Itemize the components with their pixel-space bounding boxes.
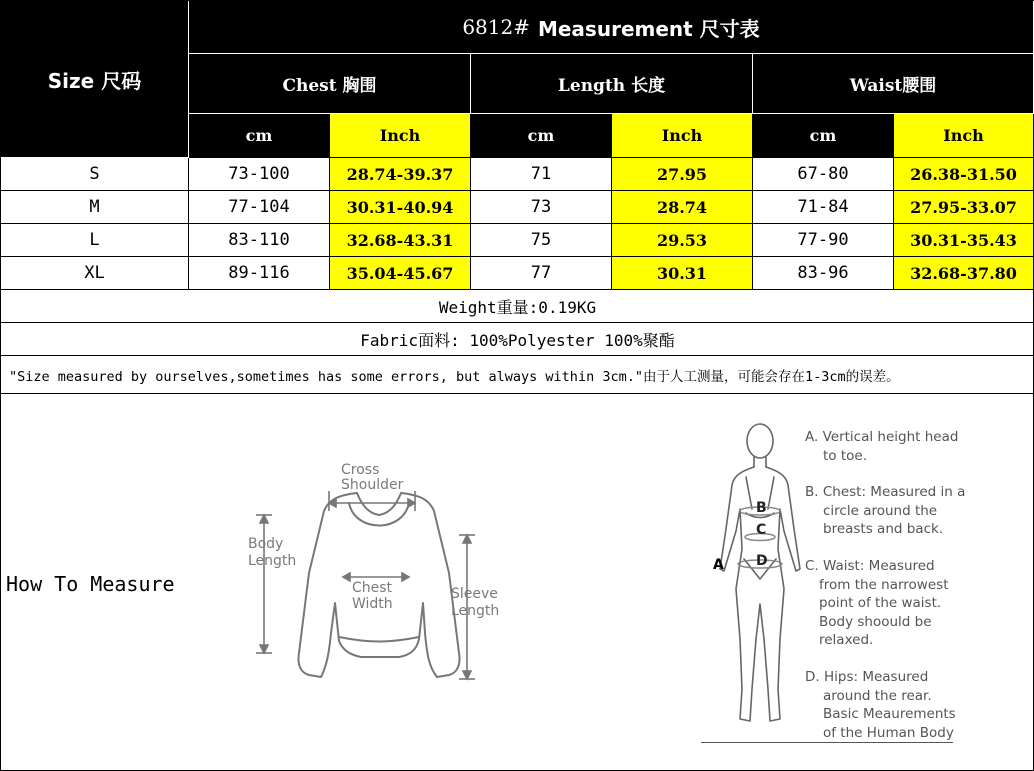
note-line: breasts and back. xyxy=(823,521,944,537)
disclaimer-row xyxy=(1,356,1034,394)
size-cell xyxy=(1,158,189,191)
cross-label: Cross xyxy=(341,462,380,478)
waist-inch-cell xyxy=(894,158,1034,191)
weight-row xyxy=(1,290,1034,323)
waist-inch-cell xyxy=(894,257,1034,290)
length-cm-value: 75 xyxy=(530,230,552,250)
waist-inch-value: 32.68-37.80 xyxy=(910,263,1017,283)
note-line: A. Vertical height head xyxy=(805,429,959,445)
divider xyxy=(701,742,953,743)
waist-inch-cell xyxy=(894,224,1034,257)
disclaimer-text: "Size measured by ourselves,sometimes has some errors, but always within 3cm."由于人工测量，可能会存在1-3cm的误差。 xyxy=(9,368,900,385)
size-cell xyxy=(1,257,189,290)
chest-cm-header xyxy=(189,114,330,158)
note-line: D. Hips: Measured xyxy=(805,669,929,685)
fabric-text: Fabric面料: 100%Polyester 100%聚酯 xyxy=(360,330,675,350)
length-cm-cell xyxy=(471,191,612,224)
chest-inch-cell xyxy=(330,224,471,257)
hem-band xyxy=(339,637,419,642)
arrowhead xyxy=(463,535,471,543)
length-inch-value: 30.31 xyxy=(656,263,708,283)
waist-inch-value: 26.38-31.50 xyxy=(910,164,1017,184)
garment-diagram xyxy=(239,453,509,693)
waist-header-label: Waist腰围 xyxy=(849,76,937,96)
chest-inch-value: 35.04-45.67 xyxy=(346,263,454,283)
length-header xyxy=(471,54,753,114)
size-value: S xyxy=(89,164,100,184)
length-cm-value: 71 xyxy=(530,164,552,184)
unit-label: cm xyxy=(809,126,837,145)
chest-cm-value: 89-116 xyxy=(228,263,290,283)
length-inch-header xyxy=(612,114,753,158)
arrowhead xyxy=(260,515,268,523)
length-header-label: Length 长度 xyxy=(557,76,666,96)
length-inch-value: 29.53 xyxy=(656,230,708,250)
body-label: Body xyxy=(248,536,284,552)
waist-cm-value: 67-80 xyxy=(797,164,849,184)
length-inch-value: 27.95 xyxy=(656,164,708,184)
length-inch-value: 28.74 xyxy=(656,197,708,217)
note-line: relaxed. xyxy=(819,632,874,648)
chest-inch-cell xyxy=(330,191,471,224)
size-header-label: Size 尺码 xyxy=(47,68,142,93)
size-value: M xyxy=(89,197,100,217)
size-cell xyxy=(1,224,189,257)
chest-cm-cell xyxy=(189,158,330,191)
arrowhead xyxy=(329,499,336,507)
label-c: C xyxy=(756,522,767,538)
body-length-label: Length xyxy=(248,553,297,569)
note-line: around the rear. xyxy=(823,687,932,704)
chest-cm-value: 73-100 xyxy=(228,164,290,184)
arrowhead xyxy=(463,671,471,679)
chest-cm-value: 77-104 xyxy=(228,197,290,217)
size-cell xyxy=(1,191,189,224)
length-cm-cell xyxy=(471,257,612,290)
sleeve-label: Sleeve xyxy=(451,586,498,602)
waist-cm-cell xyxy=(753,158,894,191)
head xyxy=(747,424,773,458)
note-c xyxy=(805,557,948,650)
chest-inch-cell xyxy=(330,158,471,191)
body-figure-diagram xyxy=(706,419,806,749)
chest-width-label: Width xyxy=(352,596,393,612)
length-inch-cell xyxy=(612,158,753,191)
chest-inch-value: 30.31-40.94 xyxy=(346,197,454,217)
waist-inch-header xyxy=(894,114,1034,158)
note-line: C. Waist: Measured xyxy=(805,558,935,574)
label-a: A xyxy=(713,557,724,573)
waist-cm-cell xyxy=(753,191,894,224)
sleeve-length-label: Length xyxy=(451,603,500,619)
length-cm-cell xyxy=(471,224,612,257)
chest-cm-cell xyxy=(189,224,330,257)
chest-header-label: Chest 胸围 xyxy=(282,76,377,96)
note-line: to toe. xyxy=(823,447,867,464)
unit-label: cm xyxy=(527,126,555,145)
unit-label: Inch xyxy=(379,126,421,145)
note-d xyxy=(805,668,956,742)
note-line: B. Chest: Measured in a xyxy=(805,484,966,500)
label-b: B xyxy=(756,500,767,516)
length-inch-cell xyxy=(612,224,753,257)
chart-title-cell xyxy=(189,1,1034,54)
chest-cm-cell xyxy=(189,257,330,290)
unit-label: Inch xyxy=(943,126,984,145)
chart-title-text: Measurement 尺寸表 xyxy=(537,16,760,41)
arrowhead xyxy=(260,645,268,653)
note-line: Body shoould be xyxy=(819,613,932,630)
length-cm-header xyxy=(471,114,612,158)
waist-cm-value: 83-96 xyxy=(797,263,849,283)
unit-label: cm xyxy=(245,126,273,145)
waist-inch-value: 30.31-35.43 xyxy=(910,230,1017,250)
chart-title-code: 6812# xyxy=(462,15,530,39)
chest-cm-value: 83-110 xyxy=(228,230,290,250)
chest-inch-header xyxy=(330,114,471,158)
chest-inch-value: 28.74-39.37 xyxy=(346,164,454,184)
waist-cm-value: 77-90 xyxy=(797,230,849,250)
arrowhead xyxy=(343,573,350,581)
note-a xyxy=(805,428,958,465)
fabric-row xyxy=(1,323,1034,356)
note-line: from the narrowest xyxy=(819,576,949,593)
length-inch-cell xyxy=(612,191,753,224)
waist-cm-value: 71-84 xyxy=(797,197,849,217)
note-line: circle around the xyxy=(823,502,938,519)
length-cm-cell xyxy=(471,158,612,191)
chest-inch-value: 32.68-43.31 xyxy=(346,230,454,250)
waist-cm-cell xyxy=(753,224,894,257)
length-inch-cell xyxy=(612,257,753,290)
length-cm-value: 73 xyxy=(530,197,552,217)
length-cm-value: 77 xyxy=(530,263,552,283)
note-b xyxy=(805,483,965,539)
size-value: XL xyxy=(84,263,105,283)
size-header-cell xyxy=(1,1,189,158)
weight-text: Weight重量:0.19KG xyxy=(438,297,597,317)
note-line: of the Human Body xyxy=(823,724,954,741)
waist-inch-cell xyxy=(894,191,1034,224)
unit-label: Inch xyxy=(661,126,703,145)
waist-cm-cell xyxy=(753,257,894,290)
chest-inch-cell xyxy=(330,257,471,290)
waist-cm-header xyxy=(753,114,894,158)
shoulder-label: Shoulder xyxy=(341,477,404,493)
how-to-measure-label: How To Measure xyxy=(6,572,175,596)
arrowhead xyxy=(402,573,409,581)
note-line: point of the waist. xyxy=(819,595,942,611)
chest-label: Chest xyxy=(352,580,393,596)
size-value: L xyxy=(89,230,100,250)
label-d: D xyxy=(756,553,768,569)
waist-header xyxy=(753,54,1034,114)
arrowhead xyxy=(408,499,415,507)
waist-inch-value: 27.95-33.07 xyxy=(910,197,1017,217)
chest-header xyxy=(189,54,471,114)
note-line: Basic Meaurements xyxy=(823,706,956,722)
chest-cm-cell xyxy=(189,191,330,224)
